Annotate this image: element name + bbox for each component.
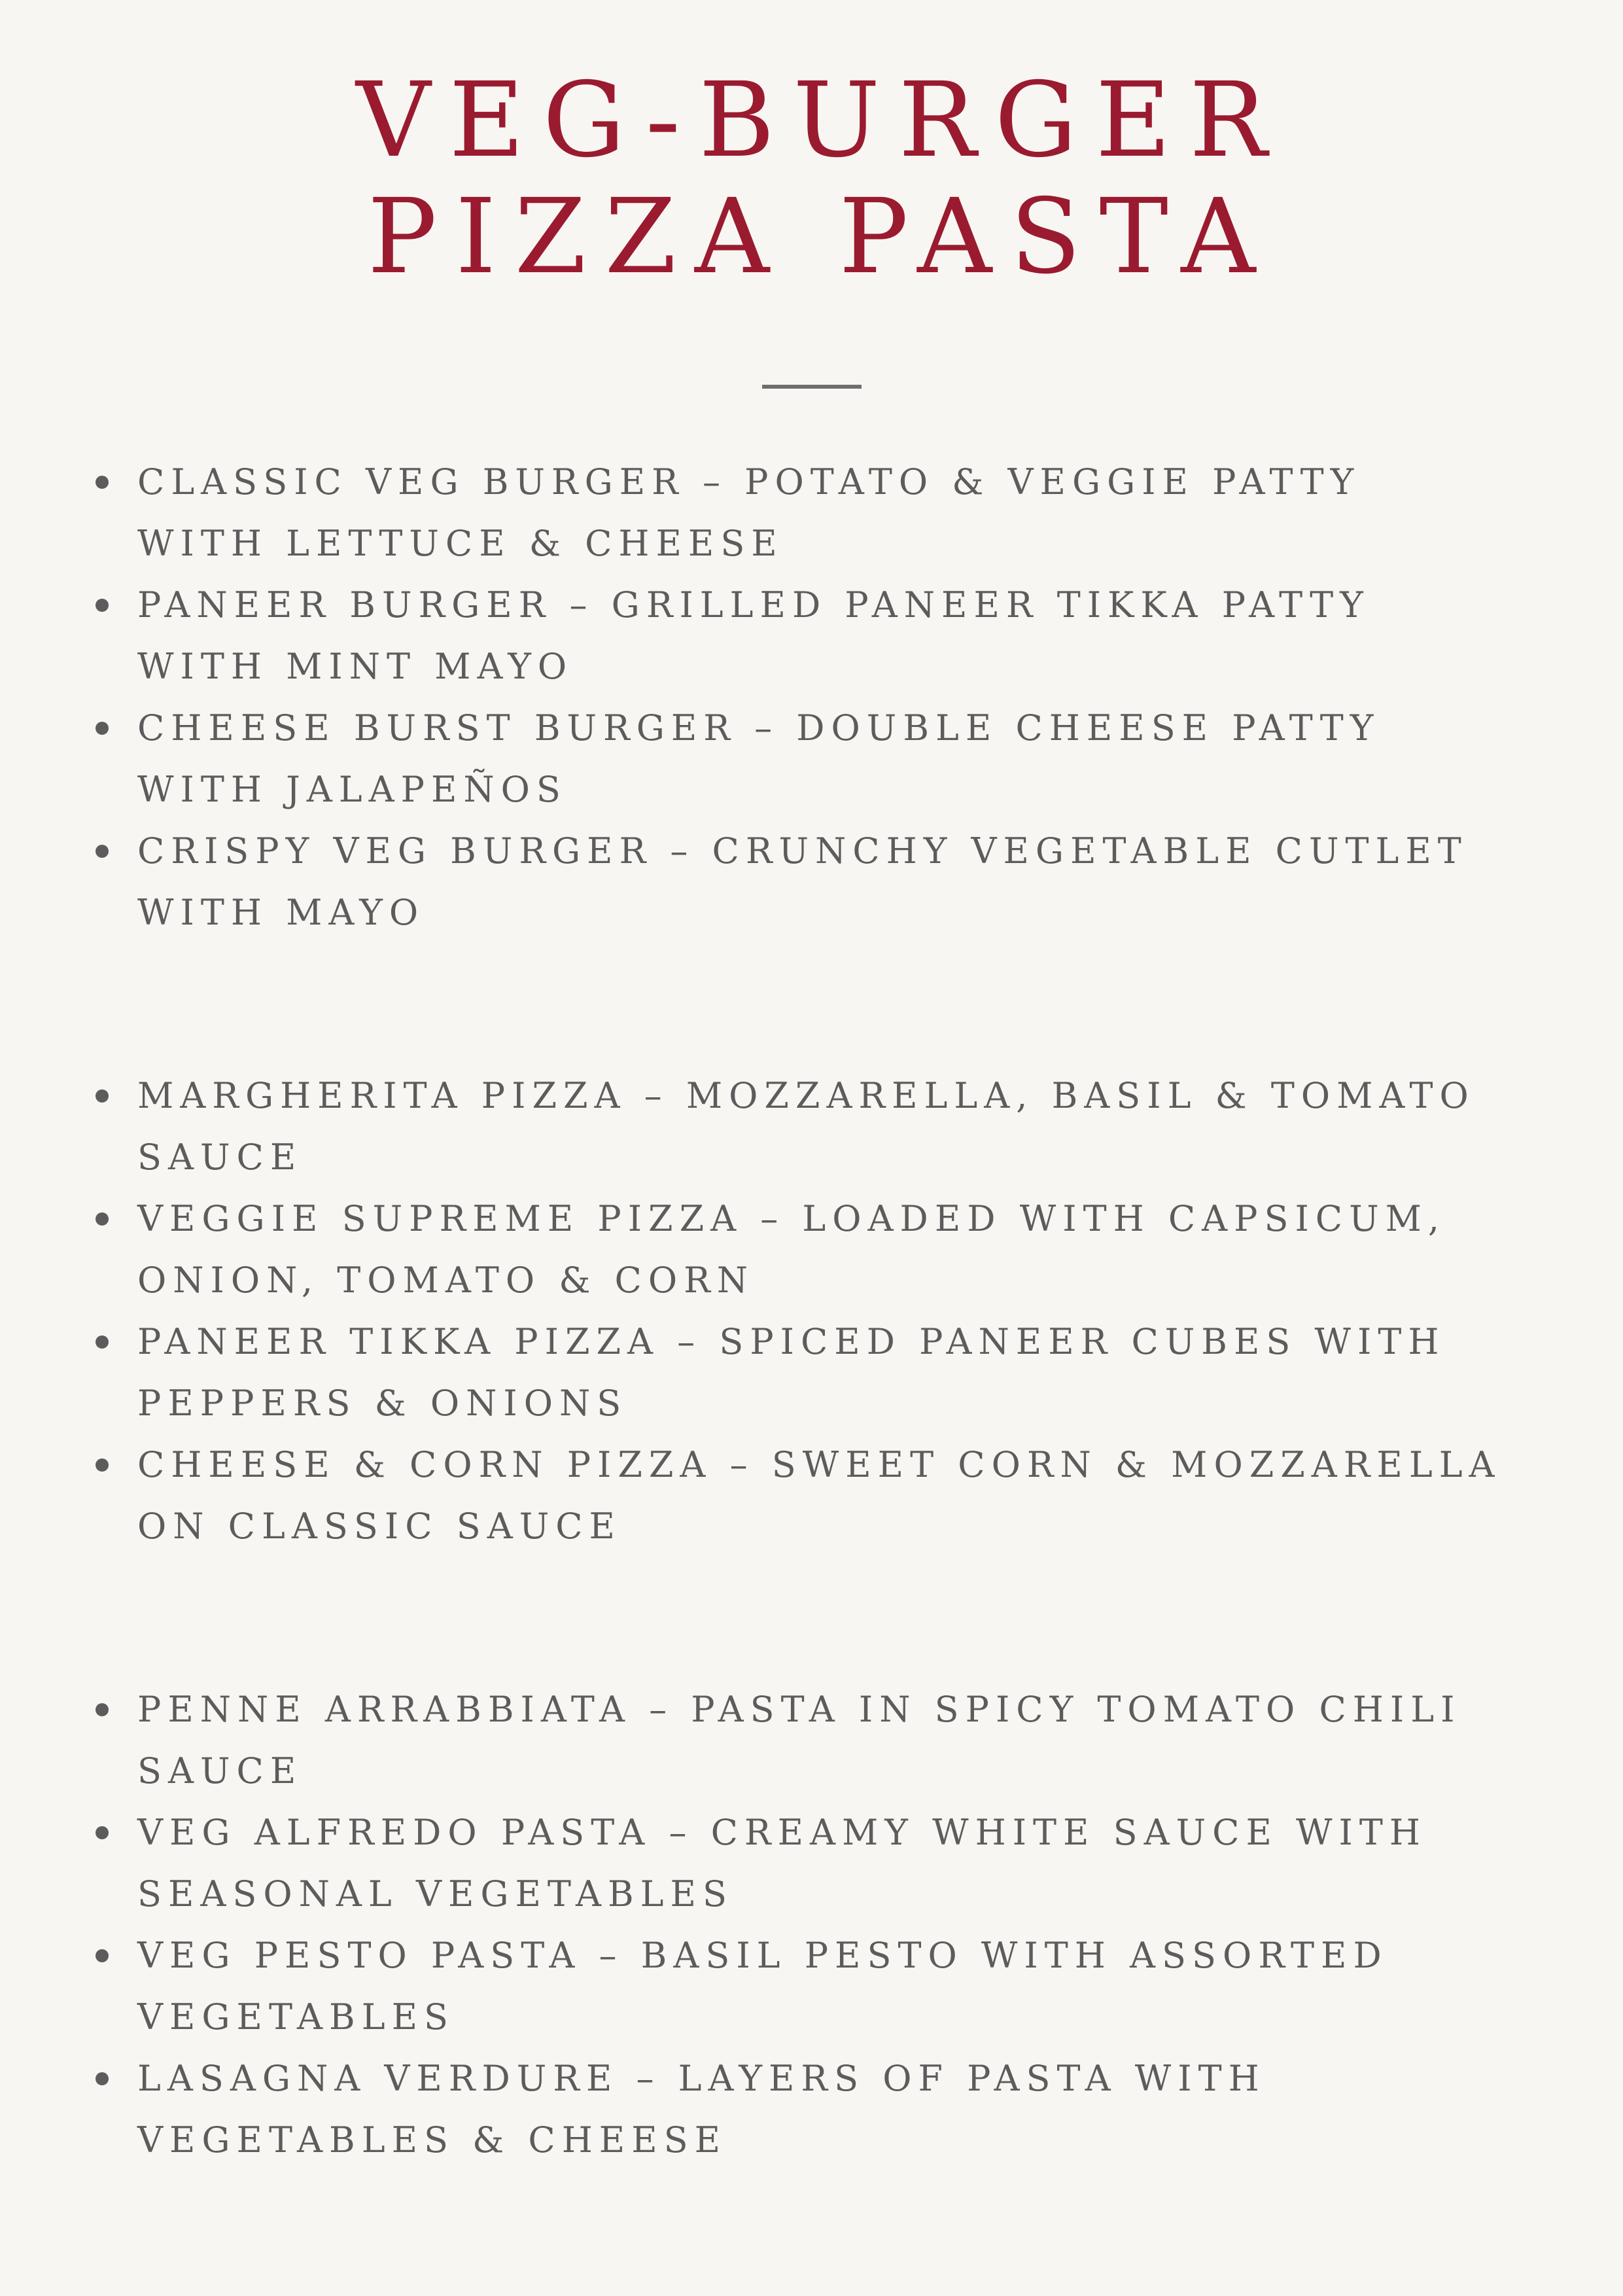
menu-item [93,821,1558,944]
title-line-1: VEG-BURGER [356,60,1285,181]
menu-item [93,574,1558,698]
bullet-icon [96,1212,109,1226]
menu-item [93,1188,1558,1311]
menu-item-line: CHEESE & CORN PIZZA – SWEET CORN & MOZZARELLA [137,1444,1501,1485]
menu-item-line: WITH MINT MAYO [137,646,574,687]
menu-item [93,451,1558,574]
menu-item [93,1311,1558,1434]
bullet-icon [96,1335,109,1349]
menu-item [93,698,1558,821]
menu-item-line: PANEER TIKKA PIZZA – SPICED PANEER CUBES WITH [137,1321,1446,1362]
pasta-list [93,1679,1558,2171]
menu-item-line: CLASSIC VEG BURGER – POTATO & VEGGIE PATTY [137,461,1361,503]
menu-item-line: SAUCE [137,1750,303,1792]
bullet-icon [96,2072,109,2085]
menu-item-line: WITH LETTUCE & CHEESE [137,523,784,564]
bullet-icon [96,1949,109,1962]
menu-item [93,1802,1558,1925]
title-line-2: PIZZA PASTA [367,177,1274,297]
menu-item [93,1065,1558,1188]
menu-item-line: SAUCE [137,1137,303,1178]
bullet-icon [96,1089,109,1103]
menu-item [93,1679,1558,1802]
menu-item-line: WITH MAYO [137,892,425,933]
menu-item-line: LASAGNA VERDURE – LAYERS OF PASTA WITH [137,2058,1266,2099]
menu-item-line: VEGETABLES [137,1996,455,2038]
burger-list [93,451,1558,944]
bullet-icon [96,599,109,612]
menu-item-line: MARGHERITA PIZZA – MOZZARELLA, BASIL & TOMATO [137,1075,1475,1116]
menu-item-line: PENNE ARRABBIATA – PASTA IN SPICY TOMATO CHILI [137,1689,1461,1730]
menu-item-line: SEASONAL VEGETABLES [137,1873,733,1915]
bullet-icon [96,476,109,489]
menu-item-line: VEG ALFREDO PASTA – CREAMY WHITE SAUCE WITH [137,1812,1427,1853]
menu-item-line: VEGETABLES & CHEESE [137,2119,727,2161]
bullet-icon [96,722,109,735]
menu-item-line: CRISPY VEG BURGER – CRUNCHY VEGETABLE CUTLET [137,830,1468,872]
menu-item-line: VEG PESTO PASTA – BASIL PESTO WITH ASSORTED [137,1935,1388,1976]
bullet-icon [96,1703,109,1716]
title-divider [762,385,862,389]
menu-item-line: PEPPERS & ONIONS [137,1383,628,1424]
bullet-icon [96,1458,109,1472]
bullet-icon [96,1826,109,1839]
bullet-icon [96,845,109,858]
menu-item [93,2048,1558,2171]
menu-item-line: CHEESE BURST BURGER – DOUBLE CHEESE PATTY [137,707,1380,749]
menu-item-line: PANEER BURGER – GRILLED PANEER TIKKA PATTY [137,584,1370,626]
pizza-list [93,1065,1558,1557]
page-title [0,62,1623,295]
menu-item-line: ONION, TOMATO & CORN [137,1260,755,1301]
menu-item-line: VEGGIE SUPREME PIZZA – LOADED WITH CAPSICUM, [137,1198,1446,1239]
menu-item-line: WITH JALAPEÑOS [137,769,567,810]
menu-item [93,1434,1558,1557]
menu-item [93,1925,1558,2048]
menu-item-line: ON CLASSIC SAUCE [137,1506,621,1547]
